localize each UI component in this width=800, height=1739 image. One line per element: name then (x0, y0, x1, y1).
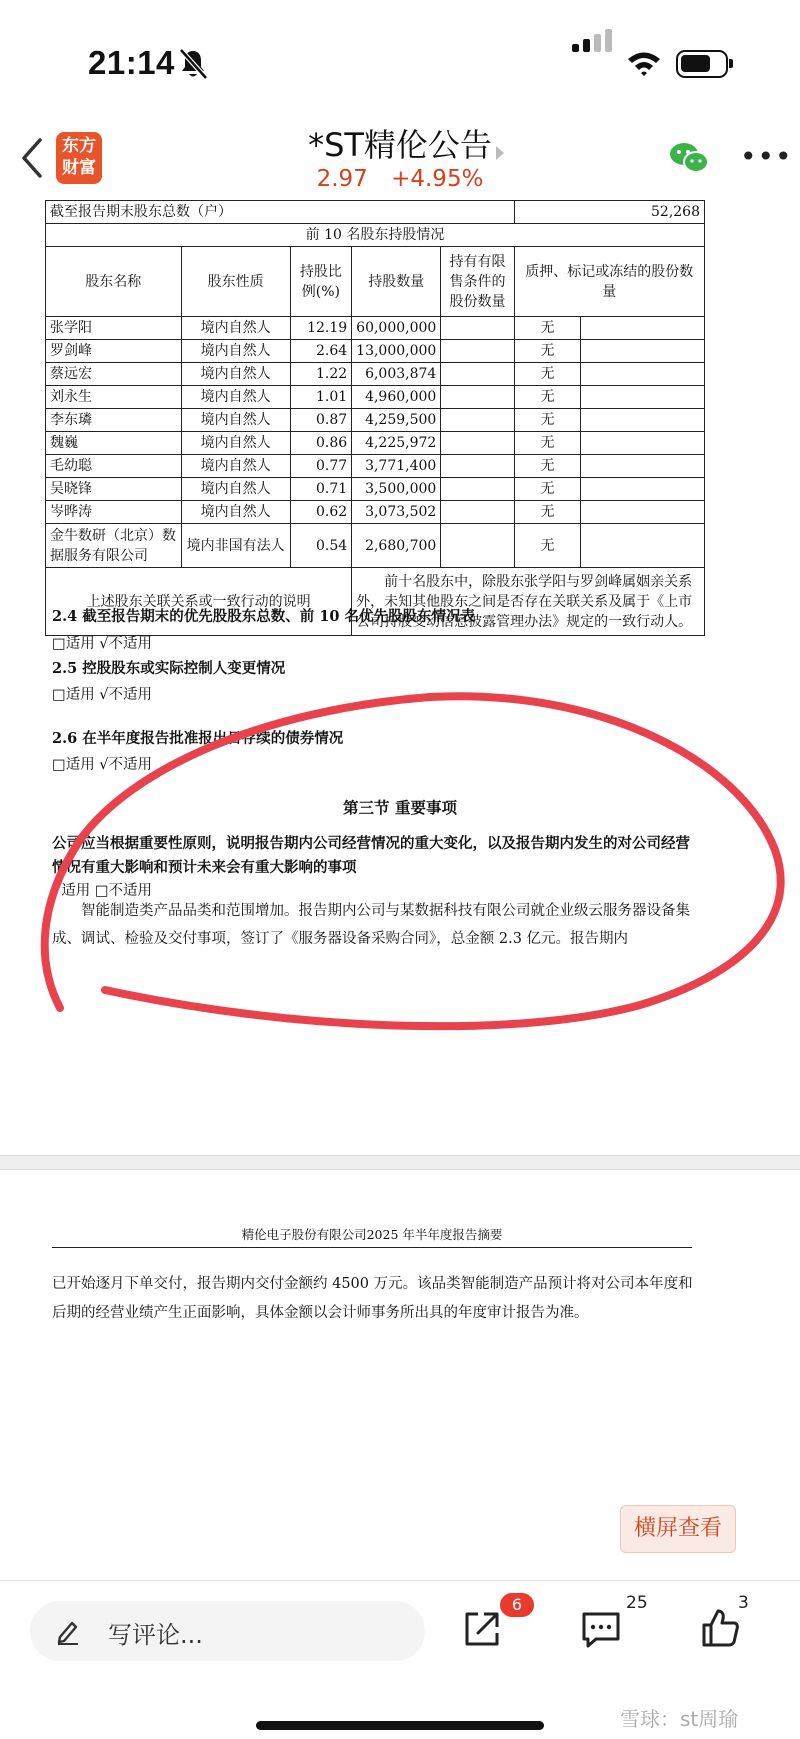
table-cell: 境内自然人 (181, 386, 290, 409)
thumbs-up-icon[interactable] (700, 1607, 740, 1649)
table-row (46, 409, 705, 432)
table-cell: 12.19 (290, 317, 352, 340)
table-cell: 2,680,700 (352, 524, 441, 568)
table-cell: 0.86 (290, 432, 352, 455)
table-cell: 境内自然人 (181, 478, 290, 501)
table-cell: 3,500,000 (352, 478, 441, 501)
table-cell: 境内自然人 (181, 455, 290, 478)
table-cell: 0.71 (290, 478, 352, 501)
table-cell: 1.22 (290, 363, 352, 386)
table-cell: 无 (514, 340, 581, 363)
table-cell: 无 (514, 432, 581, 455)
table-row (46, 363, 705, 386)
wechat-share-icon[interactable] (668, 140, 710, 176)
logo-line: 财富 (62, 158, 96, 178)
stock-change: +4.95% (391, 166, 484, 192)
table-cell: 0.77 (290, 455, 352, 478)
table-header: 持股比例(%) (290, 247, 352, 317)
table-row (46, 478, 705, 501)
table-cell: 无 (514, 409, 581, 432)
table-row (46, 317, 705, 340)
table-cell (581, 455, 705, 478)
table-cell: 4,960,000 (352, 386, 441, 409)
table-cell: 境内非国有法人 (181, 524, 290, 568)
table-cell: 0.62 (290, 501, 352, 524)
table-row (46, 432, 705, 455)
table-cell: 境内自然人 (181, 501, 290, 524)
table-cell: 无 (514, 524, 581, 568)
table-header: 持有有限售条件的股份数量 (441, 247, 514, 317)
share-icon[interactable] (462, 1609, 502, 1649)
logo-line: 东方 (62, 136, 96, 156)
table-cell: 6,003,874 (352, 363, 441, 386)
table-row (46, 524, 705, 568)
table-cell: 60,000,000 (352, 317, 441, 340)
table-cell (441, 363, 514, 386)
table-cell: 境内自然人 (181, 317, 290, 340)
app-header (0, 110, 800, 200)
table-cell: 4,225,972 (352, 432, 441, 455)
table-cell: 前十名股东中，除股东张学阳与罗剑峰属姻亲关系外，未知其他股东之间是否存在关联关系及属于《上市公司持股变动信息披露管理办法》规定的一致行动人。 (352, 568, 705, 636)
section-title: 2.5 控股股东或实际控制人变更情况 (52, 660, 286, 677)
table-header: 持股数量 (352, 247, 441, 317)
table-cell (441, 386, 514, 409)
comment-icon[interactable] (580, 1609, 622, 1649)
table-cell (581, 432, 705, 455)
table-cell: 无 (514, 501, 581, 524)
table-row (46, 340, 705, 363)
home-indicator[interactable] (256, 1721, 544, 1730)
section-title: 2.4 截至报告期末的优先股股东总数、前 10 名优先股股东情况表 (52, 608, 476, 625)
running-header: 精伦电子股份有限公司2025 年半年度报告摘要 (52, 1225, 692, 1248)
table-cell: 2.64 (290, 340, 352, 363)
table-cell (581, 524, 705, 568)
document-page (0, 200, 800, 1155)
checkbox-status: □适用 √不适用 (52, 636, 153, 652)
table-cell: 无 (514, 363, 581, 386)
table-cell (441, 317, 514, 340)
table-cell: 岑晔涛 (46, 501, 182, 524)
table-cell (581, 409, 705, 432)
table-cell: 前 10 名股东持股情况 (46, 224, 705, 247)
comment-input[interactable] (30, 1601, 425, 1661)
comment-placeholder: 写评论... (108, 1621, 203, 1649)
table-cell: 4,259,500 (352, 409, 441, 432)
table-row (46, 386, 705, 409)
table-cell (581, 317, 705, 340)
table-cell: 无 (514, 455, 581, 478)
table-cell: 刘永生 (46, 386, 182, 409)
table-cell (441, 478, 514, 501)
table-cell (581, 478, 705, 501)
table-cell (581, 363, 705, 386)
table-cell: 境内自然人 (181, 409, 290, 432)
pen-icon (54, 1617, 82, 1645)
table-cell: 境内自然人 (181, 363, 290, 386)
table-cell (441, 340, 514, 363)
checkbox-status: √适用 □不适用 (52, 883, 153, 899)
table-cell (581, 501, 705, 524)
section-heading: 第三节 重要事项 (343, 798, 457, 817)
table-cell: 罗剑峰 (46, 340, 182, 363)
checkbox-status: □适用 √不适用 (52, 687, 153, 703)
table-cell: 金牛数研（北京）数据服务有限公司 (46, 524, 182, 568)
checkbox-status: □适用 √不适用 (52, 757, 153, 773)
share-count-badge: 6 (500, 1593, 534, 1617)
page-title: *ST精伦公告 (308, 126, 492, 164)
table-cell (441, 524, 514, 568)
table-cell (441, 455, 514, 478)
table-cell (441, 501, 514, 524)
table-header: 质押、标记或冻结的股份数量 (514, 247, 704, 317)
battery-icon (676, 50, 728, 78)
table-header: 股东性质 (181, 247, 290, 317)
table-cell: 无 (514, 386, 581, 409)
caret-right-icon[interactable] (496, 146, 504, 160)
table-header-row (46, 247, 705, 317)
table-cell: 无 (514, 317, 581, 340)
section-body: 已开始逐月下单交付，报告期内交付金额约 4500 万元。该品类智能制造产品预计将对公司本年度和后期的经营业绩产生正面影响，具体金额以会计师事务所出具的年度审计报告为准。 (52, 1276, 693, 1321)
like-count: 3 (738, 1593, 749, 1613)
section-body: 智能制造类产品品类和范围增加。报告期内公司与某数据科技有限公司就企业级云服务器设备集成、调试、检验及交付事项，签订了《服务器设备采购合同》，总金额 2.3 亿元。报告期内 (52, 903, 690, 947)
table-cell: 张学阳 (46, 317, 182, 340)
table-header: 股东名称 (46, 247, 182, 317)
table-cell: 境内自然人 (181, 432, 290, 455)
more-icon[interactable]: ••• (740, 140, 793, 173)
table-body (46, 317, 705, 568)
table-cell (581, 386, 705, 409)
table-row (46, 201, 705, 224)
table-cell: 魏巍 (46, 432, 182, 455)
table-row (46, 501, 705, 524)
table-cell: 截至报告期末股东总数（户） (46, 201, 515, 224)
table-cell: 0.54 (290, 524, 352, 568)
table-row (46, 455, 705, 478)
document-page (0, 1170, 800, 1580)
landscape-view-button[interactable]: 横屏查看 (620, 1505, 736, 1553)
watermark: 雪球：st周瑜 (620, 1707, 739, 1731)
wifi-icon (626, 50, 662, 76)
table-cell (441, 409, 514, 432)
table-cell: 无 (514, 478, 581, 501)
table-cell: 3,073,502 (352, 501, 441, 524)
page-separator (0, 1155, 800, 1170)
table-cell: 13,000,000 (352, 340, 441, 363)
table-row (46, 224, 705, 247)
table-cell (581, 340, 705, 363)
table-cell: 李东璘 (46, 409, 182, 432)
shareholder-table (45, 200, 705, 636)
table-cell: 毛幼聪 (46, 455, 182, 478)
section-lead: 公司应当根据重要性原则，说明报告期内公司经营情况的重大变化，以及报告期内发生的对公司经营情况有重大影响和预计未来会有重大影响的事项 (52, 835, 690, 876)
bottom-action-bar (0, 1580, 800, 1739)
table-cell: 1.01 (290, 386, 352, 409)
table-cell: 0.87 (290, 409, 352, 432)
table-cell (441, 432, 514, 455)
table-cell: 境内自然人 (181, 340, 290, 363)
stock-price: 2.97 (316, 166, 368, 192)
section-title: 2.6 在半年度报告批准报出日存续的债券情况 (52, 730, 344, 747)
table-cell: 蔡远宏 (46, 363, 182, 386)
bell-muted-icon (178, 48, 208, 80)
table-cell: 吴晓锋 (46, 478, 182, 501)
comment-count: 25 (626, 1593, 648, 1613)
table-cell: 52,268 (514, 201, 704, 224)
table-cell: 上述股东关联关系或一致行动的说明 (46, 568, 352, 636)
table-cell: 3,771,400 (352, 455, 441, 478)
status-time: 21:14 (88, 44, 175, 81)
